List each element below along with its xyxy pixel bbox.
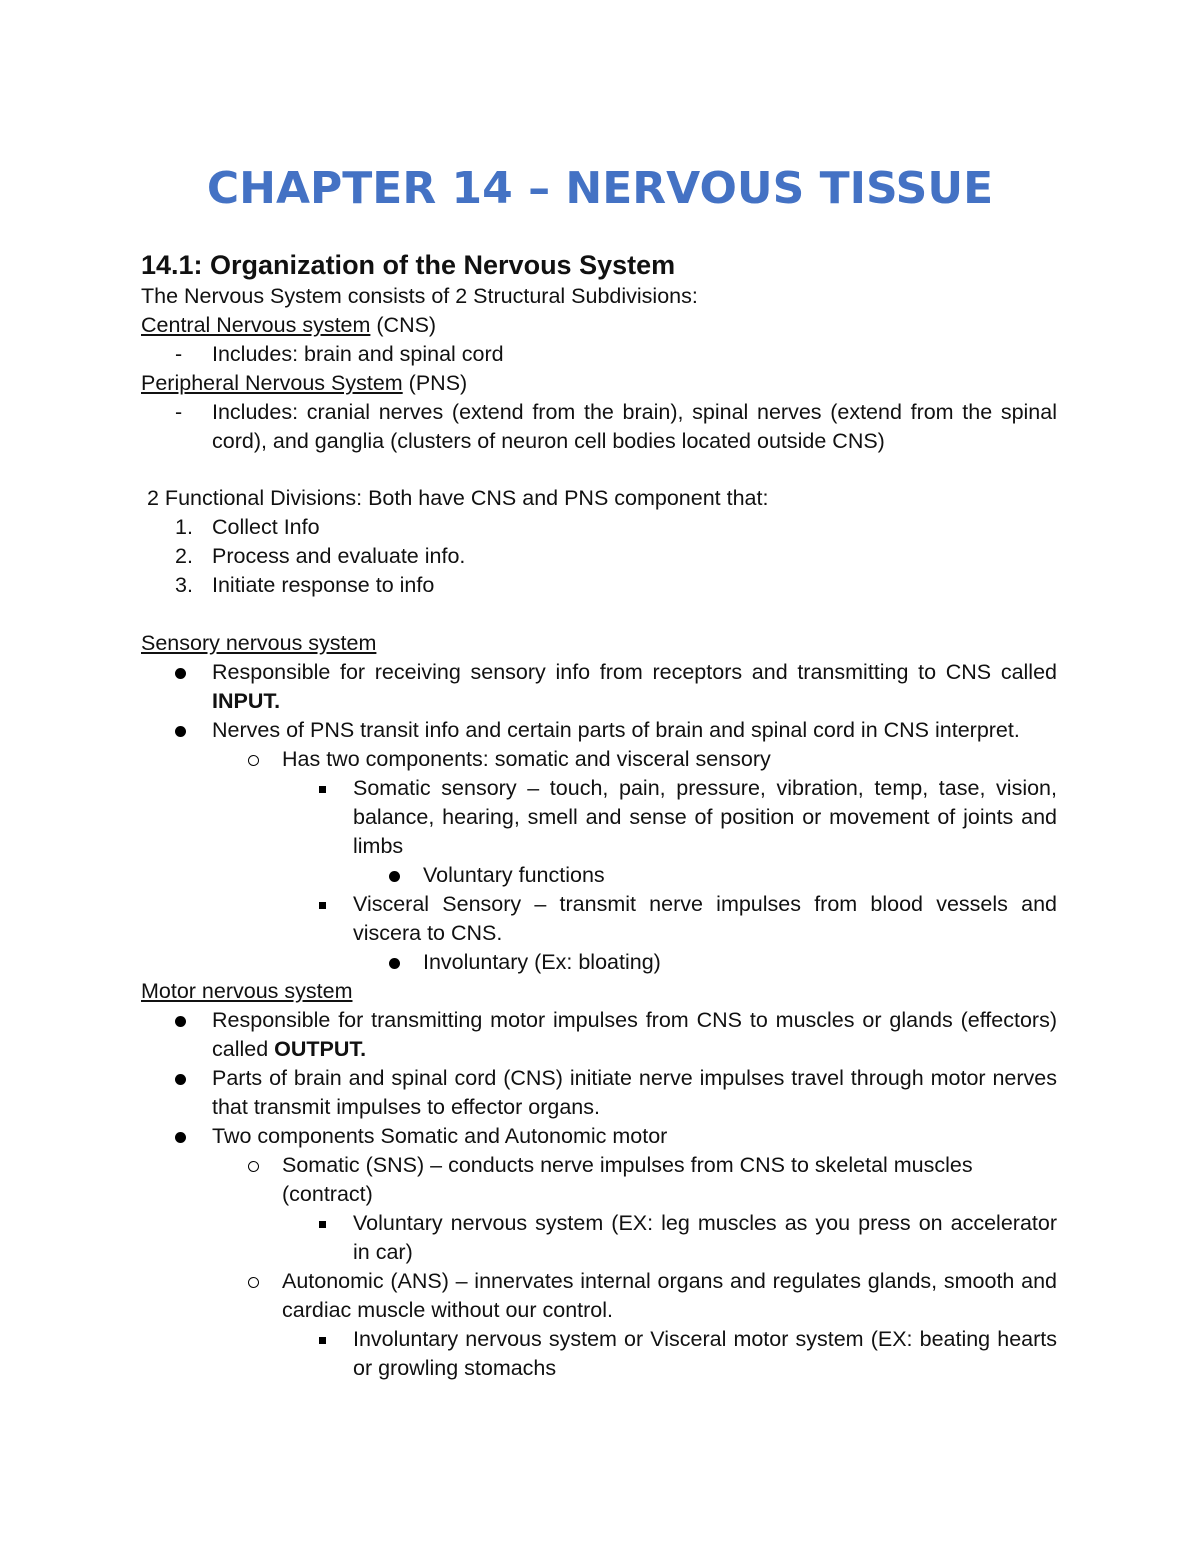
pns-item-text: Includes: cranial nerves (extend from the brain), spinal nerves (extend from the spinal cord), and ganglia (clusters of neuron cell bodies located outside CNS) (212, 400, 1057, 453)
cns-abbr: (CNS) (370, 313, 437, 337)
cns-label: Central Nervous system (141, 313, 371, 337)
square-bullet-icon (319, 774, 326, 803)
pns-abbr: (PNS) (402, 371, 468, 395)
sns-text: Somatic (SNS) – conducts nerve impulses from CNS to skeletal muscles (contract) (282, 1153, 973, 1206)
motor-item-text: Parts of brain and spinal cord (CNS) initiate nerve impulses travel through motor nerves that transmit impulses to effector organs. (212, 1066, 1057, 1119)
bullet-icon (175, 716, 186, 745)
list-item (141, 542, 1057, 571)
list-item (141, 1209, 1057, 1267)
list-item (141, 861, 1057, 890)
document-body (141, 249, 1057, 1383)
list-item (141, 658, 1057, 716)
pns-label: Peripheral Nervous System (141, 371, 403, 395)
square-bullet-icon (319, 1325, 326, 1354)
sensory-item-text: Nerves of PNS transit info and certain parts of brain and spinal cord in CNS interpret. (212, 718, 1020, 742)
ans-sub-text: Involuntary nervous system or Visceral motor system (EX: beating hearts or growling stomachs (353, 1327, 1057, 1380)
input-term: INPUT. (212, 689, 281, 713)
dash-marker: - (175, 400, 183, 424)
square-bullet-icon (319, 890, 326, 919)
chapter-title: CHAPTER 14 – NERVOUS TISSUE (206, 163, 994, 214)
bullet-icon (389, 861, 400, 890)
functional-item-text: Initiate response to info (212, 573, 435, 597)
pns-heading (141, 369, 1057, 398)
circle-bullet-icon (248, 1267, 259, 1296)
circle-bullet-icon (248, 1151, 259, 1180)
list-item (141, 340, 1057, 369)
list-item (141, 1122, 1057, 1151)
sensory-sub-text: Has two components: somatic and visceral sensory (282, 747, 771, 771)
functional-intro: 2 Functional Divisions: Both have CNS and PNS component that: (147, 486, 769, 510)
list-item (141, 513, 1057, 542)
circle-bullet-icon (248, 745, 259, 774)
list-item (141, 1325, 1057, 1383)
list-item (141, 1151, 1057, 1209)
number-marker: 1. (175, 515, 193, 539)
output-term: OUTPUT. (274, 1037, 367, 1061)
sensory-heading: Sensory nervous system (141, 631, 377, 655)
structural-intro: The Nervous System consists of 2 Structural Subdivisions: (141, 284, 698, 308)
cns-item-text: Includes: brain and spinal cord (212, 342, 504, 366)
bullet-icon (175, 1064, 186, 1093)
list-item (141, 1267, 1057, 1325)
bullet-icon (175, 1122, 186, 1151)
list-item (141, 571, 1057, 600)
bullet-icon (175, 658, 186, 687)
list-item (141, 745, 1057, 774)
visceral-sensory-text: Visceral Sensory – transmit nerve impulses from blood vessels and viscera to CNS. (353, 892, 1057, 945)
ans-text: Autonomic (ANS) – innervates internal organs and regulates glands, smooth and cardiac muscle without our control. (282, 1269, 1057, 1322)
list-item (141, 398, 1057, 456)
functional-item-text: Collect Info (212, 515, 320, 539)
list-item (141, 716, 1057, 745)
cns-heading (141, 311, 1057, 340)
bullet-icon (389, 948, 400, 977)
section-heading: 14.1: Organization of the Nervous System (141, 250, 676, 280)
list-item (141, 890, 1057, 948)
list-item (141, 948, 1057, 977)
motor-heading: Motor nervous system (141, 979, 353, 1003)
list-item (141, 774, 1057, 861)
dash-marker: - (175, 342, 183, 366)
bullet-icon (175, 1006, 186, 1035)
functional-item-text: Process and evaluate info. (212, 544, 466, 568)
number-marker: 3. (175, 573, 193, 597)
list-item (141, 1006, 1057, 1064)
visceral-sub-text: Involuntary (Ex: bloating) (423, 950, 661, 974)
sns-sub-text: Voluntary nervous system (EX: leg muscles as you press on accelerator in car) (353, 1211, 1057, 1264)
list-item (141, 1064, 1057, 1122)
motor-item-text: Two components Somatic and Autonomic motor (212, 1124, 668, 1148)
square-bullet-icon (319, 1209, 326, 1238)
motor-item-text: Responsible for transmitting motor impulses from CNS to muscles or glands (effectors) called (212, 1008, 1057, 1061)
somatic-sub-text: Voluntary functions (423, 863, 605, 887)
somatic-sensory-text: Somatic sensory – touch, pain, pressure, vibration, temp, tase, vision, balance, hearing, smell and sense of position or movement of joints and limbs (353, 776, 1057, 858)
sensory-item-text: Responsible for receiving sensory info from receptors and transmitting to CNS called (212, 660, 1057, 684)
number-marker: 2. (175, 544, 193, 568)
